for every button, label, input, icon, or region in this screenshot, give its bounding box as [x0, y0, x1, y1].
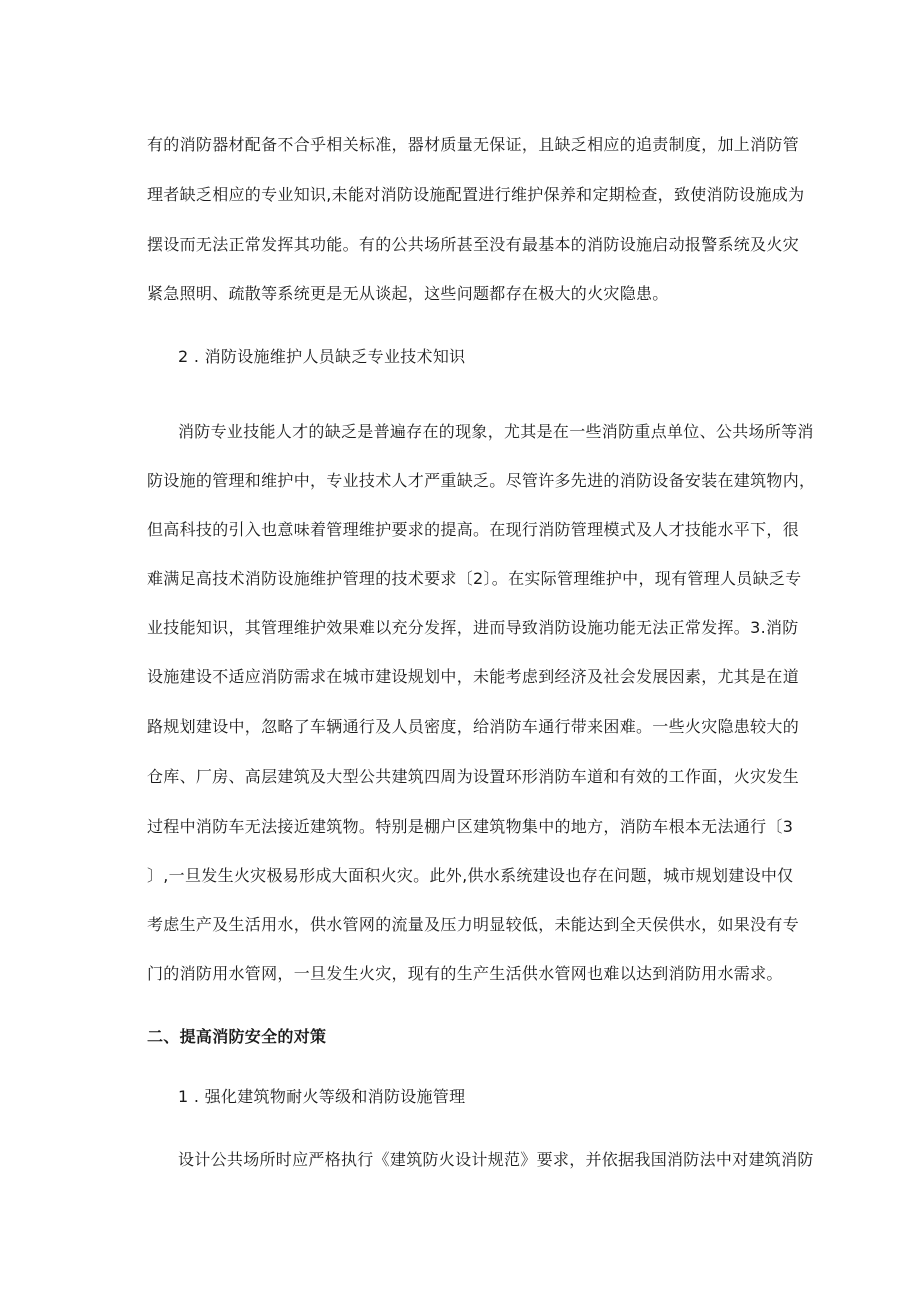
para2-line-11: 考虑生产及生活用水，供水管网的流量及压力明显较低，未能达到全天侯供水，如果没有专 [147, 915, 800, 934]
para1-line-3: 摆设而无法正常发挥其功能。有的公共场所甚至没有最基本的消防设施启动报警系统及火灾 [147, 235, 800, 254]
para2-line-8: 仓库、厂房、高层建筑及大型公共建筑四周为设置环形消防车道和有效的工作面，火灾发生 [147, 767, 800, 786]
section-heading-1: 1 . 强化建筑物耐火等级和消防设施管理 [178, 1087, 466, 1106]
para2-line-3: 但高科技的引入也意味着管理维护要求的提高。在现行消防管理模式及人才技能水平下，很 [147, 520, 800, 539]
para2-line-9: 过程中消防车无法接近建筑物。特别是棚户区建筑物集中的地方，消防车根本无法通行〔3 [147, 817, 794, 836]
para1-line-2: 理者缺乏相应的专业知识,未能对消防设施配置进行维护保养和定期检查，致使消防设施成为 [147, 185, 805, 204]
para2-line-7: 路规划建设中，忽略了车辆通行及人员密度，给消防车通行带来困难。一些火灾隐患较大的 [147, 717, 800, 736]
para2-line-4: 难满足高技术消防设施维护管理的技术要求〔2〕。在实际管理维护中，现有管理人员缺乏专 [147, 569, 802, 588]
para2-line-12: 门的消防用水管网，一旦发生火灾，现有的生产生活供水管网也难以达到消防用水需求。 [147, 964, 783, 983]
para3-line-1: 设计公共场所时应严格执行《建筑防火设计规范》要求，并依据我国消防法中对建筑消防 [178, 1150, 814, 1169]
para2-line-1: 消防专业技能人才的缺乏是普遍存在的现象，尤其是在一些消防重点单位、公共场所等消 [178, 422, 814, 441]
para2-line-5: 业技能知识，其管理维护效果难以充分发挥，进而导致消防设施功能无法正常发挥。3.消防 [147, 618, 799, 637]
para1-line-1: 有的消防器材配备不合乎相关标准，器材质量无保证，且缺乏相应的追责制度，加上消防管 [147, 135, 800, 154]
para2-line-10: 〕,一旦发生火灾极易形成大面积火灾。此外,供水系统建设也存在问题，城市规划建设中仅 [147, 866, 794, 885]
para2-line-6: 设施建设不适应消防需求在城市建设规划中，未能考虑到经济及社会发展因素，尤其是在道 [147, 667, 800, 686]
para2-line-2: 防设施的管理和维护中，专业技术人才严重缺乏。尽管许多先进的消防设备安装在建筑物内， [147, 471, 816, 490]
para1-line-4: 紧急照明、疏散等系统更是无从谈起，这些问题都存在极大的火灾隐患。 [147, 284, 669, 303]
section-heading-countermeasures: 二、提高消防安全的对策 [147, 1027, 327, 1046]
section-heading-2: 2 . 消防设施维护人员缺乏专业技术知识 [178, 347, 466, 366]
